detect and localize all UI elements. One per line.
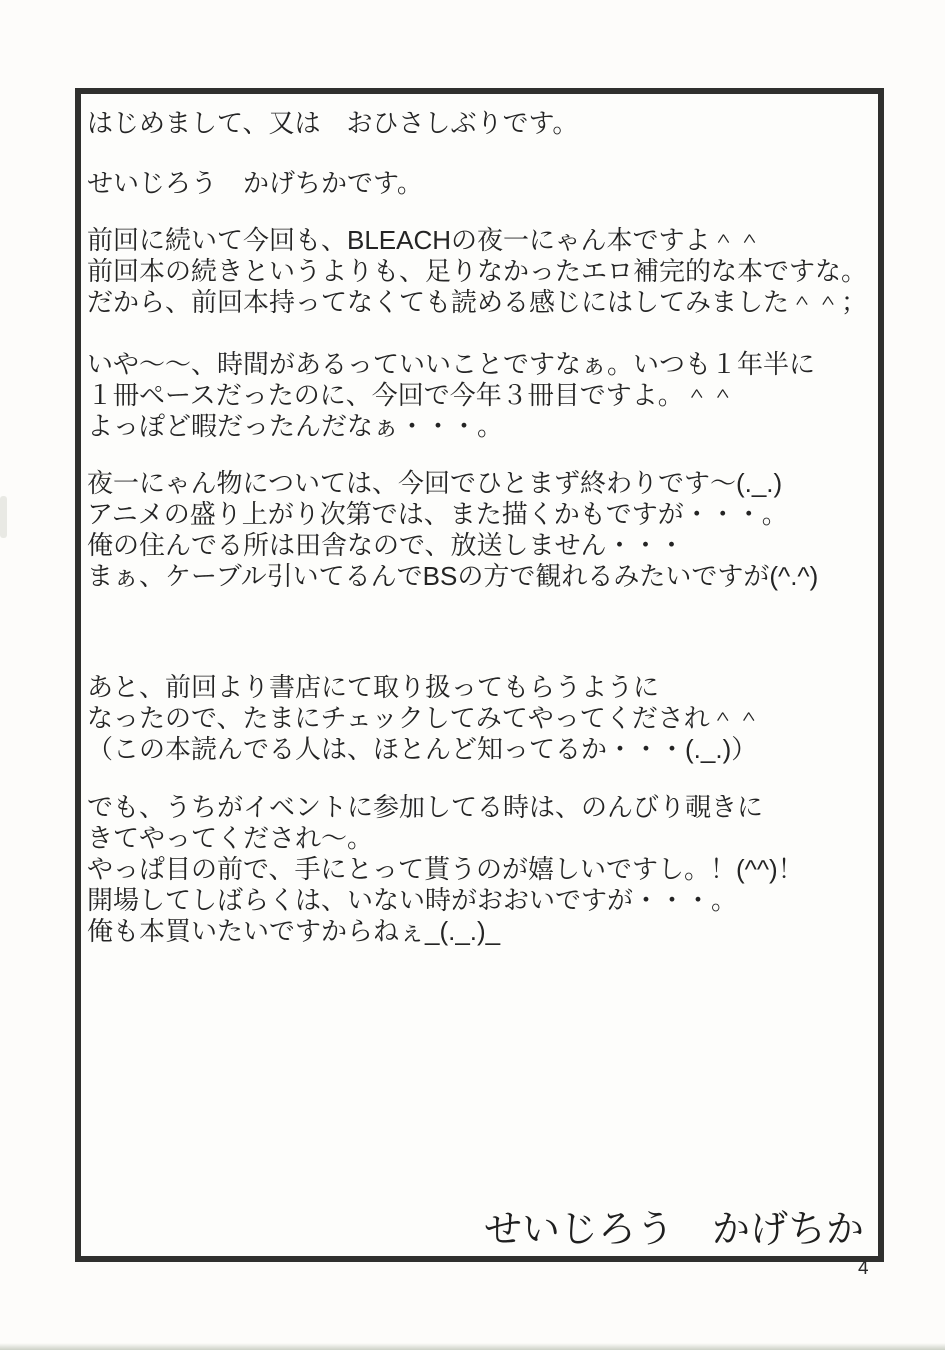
text-line: よっぽど暇だったんだなぁ・・・。 (87, 411, 504, 441)
paragraph-events (87, 792, 874, 947)
text-line: アニメの盛り上がり次第では、また描くかもですが・・・。 (87, 499, 788, 529)
scan-artifact (0, 496, 7, 538)
text-line: １冊ペースだったのに、今回で今年３冊目ですよ。＾＾ (87, 380, 736, 410)
text-line: やっぱ目の前で、手にとって貰うのが嬉しいですし。！(^^)！ (87, 854, 804, 884)
text-line: はじめまして、又は おひさしぶりです。 (87, 108, 579, 138)
text-line: あと、前回より書店にて取り扱ってもらうように (87, 672, 660, 702)
text-line: 開場してしばらくは、いない時がおおいですが・・・。 (87, 885, 738, 915)
text-line: 前回本の続きというよりも、足りなかったエロ補完的な本ですな。 (87, 256, 868, 286)
text-line: せいじろう かげちかです。 (87, 168, 423, 198)
text-frame (75, 88, 884, 1262)
text-line: まぁ、ケーブル引いてるんでBSの方で観れるみたいですが(^.^) (87, 561, 819, 591)
author-signature: せいじろう かげちか (483, 1209, 864, 1251)
text-line: なったので、たまにチェックしてみてやってくだされ＾＾ (87, 703, 762, 733)
text-line: でも、うちがイベントに参加してる時は、のんびり覗きに (87, 792, 764, 822)
text-line: （この本読んでる人は、ほとんど知ってるか・・・(._.)） (87, 734, 758, 764)
paragraph-greeting (87, 108, 874, 139)
text-line: 夜一にゃん物については、今回でひとまず終わりです～(._.) (87, 468, 783, 498)
text-line: だから、前回本持ってなくても読める感じにはしてみました＾＾； (87, 287, 868, 317)
paragraph-book-intro (87, 225, 874, 318)
text-line: きてやってくだされ～。 (87, 823, 374, 853)
text-line: 俺も本買いたいですからねぇ_(._.)_ (87, 916, 501, 946)
scan-edge-bottom (0, 1343, 945, 1350)
paragraph-bookstore (87, 672, 874, 765)
paragraph-author-intro (87, 168, 874, 199)
text-line: 前回に続いて今回も、BLEACHの夜一にゃん本ですよ＾＾ (87, 225, 763, 255)
paragraph-free-time (87, 349, 874, 442)
text-line: 俺の住んでる所は田舎なので、放送しません・・・ (87, 530, 685, 560)
page-number: 4 (858, 1258, 869, 1279)
paragraph-series-end (87, 468, 874, 592)
text-line: いや～～、時間があるっていいことですなぁ。いつも１年半に (87, 349, 816, 379)
